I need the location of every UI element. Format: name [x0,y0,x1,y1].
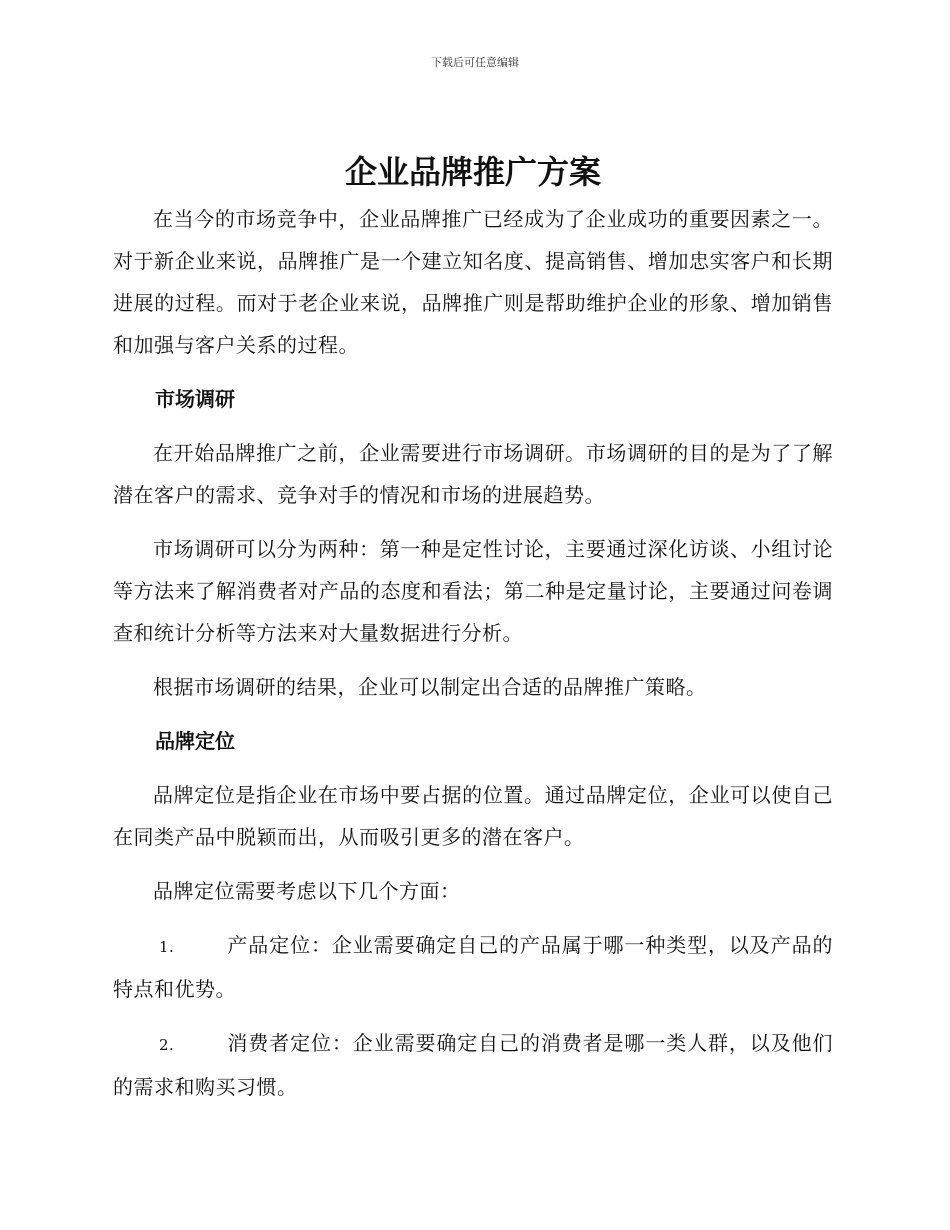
paragraph: 品牌定位是指企业在市场中要占据的位置。通过品牌定位，企业可以使自己在同类产品中脱颖而出，从而吸引更多的潜在客户。 [113,783,833,849]
list-item [113,1022,833,1108]
intro-paragraph: 在当今的市场竞争中，企业品牌推广已经成为了企业成功的重要因素之一。对于新企业来说，品牌推广是一个建立知名度、提高销售、增加忠实客户和长期进展的过程。而对于老企业来说，品牌推广则是帮助维护企业的形象、增加销售和加强与客户关系的过程。 [113,207,833,357]
header-note: 下载后可任意编辑 [431,56,519,69]
list-text: 产品定位：企业需要确定自己的产品属于哪一种类型，以及产品的特点和优势。 [113,933,833,1001]
section-heading-brand-positioning: 品牌定位 [155,729,235,753]
paragraph: 品牌定位需要考虑以下几个方面： [153,879,461,903]
list-item [113,924,833,1010]
paragraph: 根据市场调研的结果，企业可以制定出合适的品牌推广策略。 [153,675,707,699]
paragraph: 在开始品牌推广之前，企业需要进行市场调研。市场调研的目的是为了了解潜在客户的需求、竞争对手的情况和市场的进展趋势。 [113,441,833,507]
list-number: 1. [159,938,175,956]
list-number: 2. [159,1036,175,1054]
document-body [113,146,833,1108]
paragraph: 市场调研可以分为两种：第一种是定性讨论，主要通过深化访谈、小组讨论等方法来了解消费者对产品的态度和看法；第二种是定量讨论，主要通过问卷调查和统计分析等方法来对大量数据进行分析。 [113,537,833,645]
list-text: 消费者定位：企业需要确定自己的消费者是哪一类人群，以及他们的需求和购买习惯。 [113,1031,833,1099]
document-title: 企业品牌推广方案 [344,153,601,191]
section-heading-market-research: 市场调研 [155,387,235,411]
